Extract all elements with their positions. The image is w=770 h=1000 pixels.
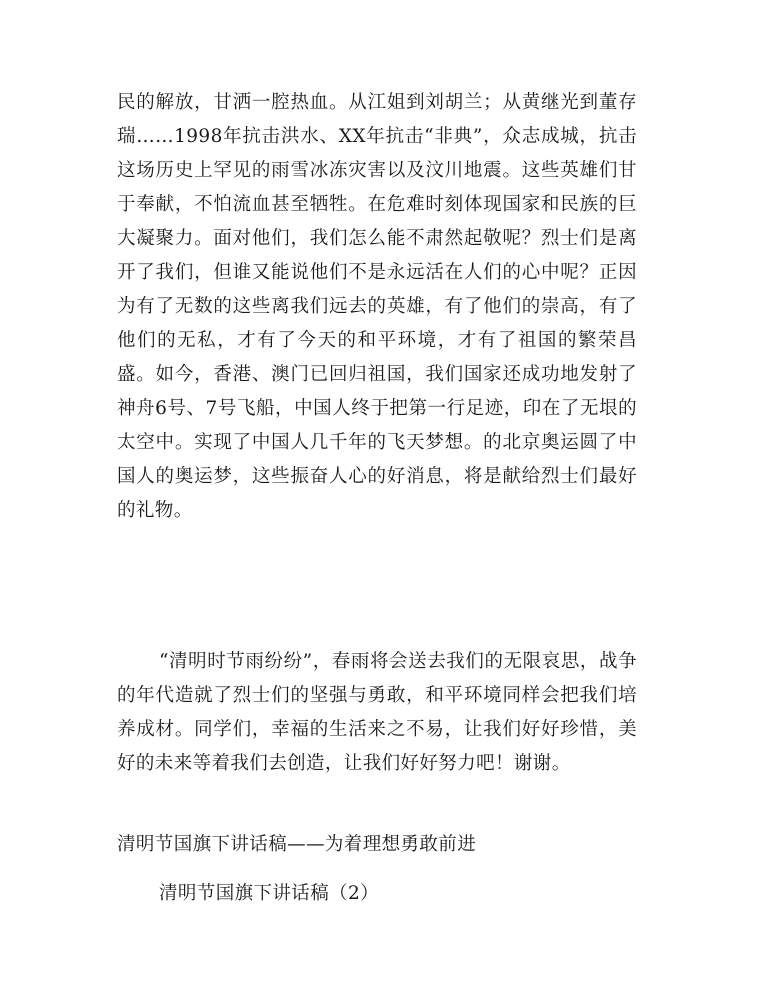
section-heading: 清明节国旗下讲话稿（2） <box>159 883 380 904</box>
document-title-line: 清明节国旗下讲话稿——为着理想勇敢前进 <box>117 834 477 855</box>
body-paragraph-1: 民的解放，甘洒一腔热血。从江姐到刘胡兰；从黄继光到董存瑞……1998年抗击洪水、XX年抗击“非典”，众志成城，抗击这场历史上罕见的雨雪冰冻灾害以及汶川地震。这些英雄们甘于奉献，不怕流血甚至牺牲。在危难时刻体现国家和民族的巨大凝聚力。面对他们，我们怎么能不肃然起敬呢？烈士们是离开了我们，但谁又能说他们不是永远活在人们的心中呢？正因为有了无数的这些离我们远去的英雄，有了他们的崇高，有了他们的无私，才有了今天的和平环境，才有了祖国的繁荣昌盛。如今，香港、澳门已回归祖国，我们国家还成功地发射了神舟6号、7号飞船，中国人终于把第一行足迹，印在了无垠的太空中。实现了中国人几千年的飞天梦想。的北京奥运圆了中国人的奥运梦，这些振奋人心的好消息，将是献给烈士们最好的礼物。 <box>117 92 637 521</box>
body-paragraph-2: “清明时节雨纷纷”，春雨将会送去我们的无限哀思，战争的年代造就了烈士们的坚强与勇敢，和平环境同样会把我们培养成材。同学们，幸福的生活来之不易，让我们好好珍惜，美好的未来等着我们去创造，让我们好好努力吧！谢谢。 <box>117 651 637 774</box>
